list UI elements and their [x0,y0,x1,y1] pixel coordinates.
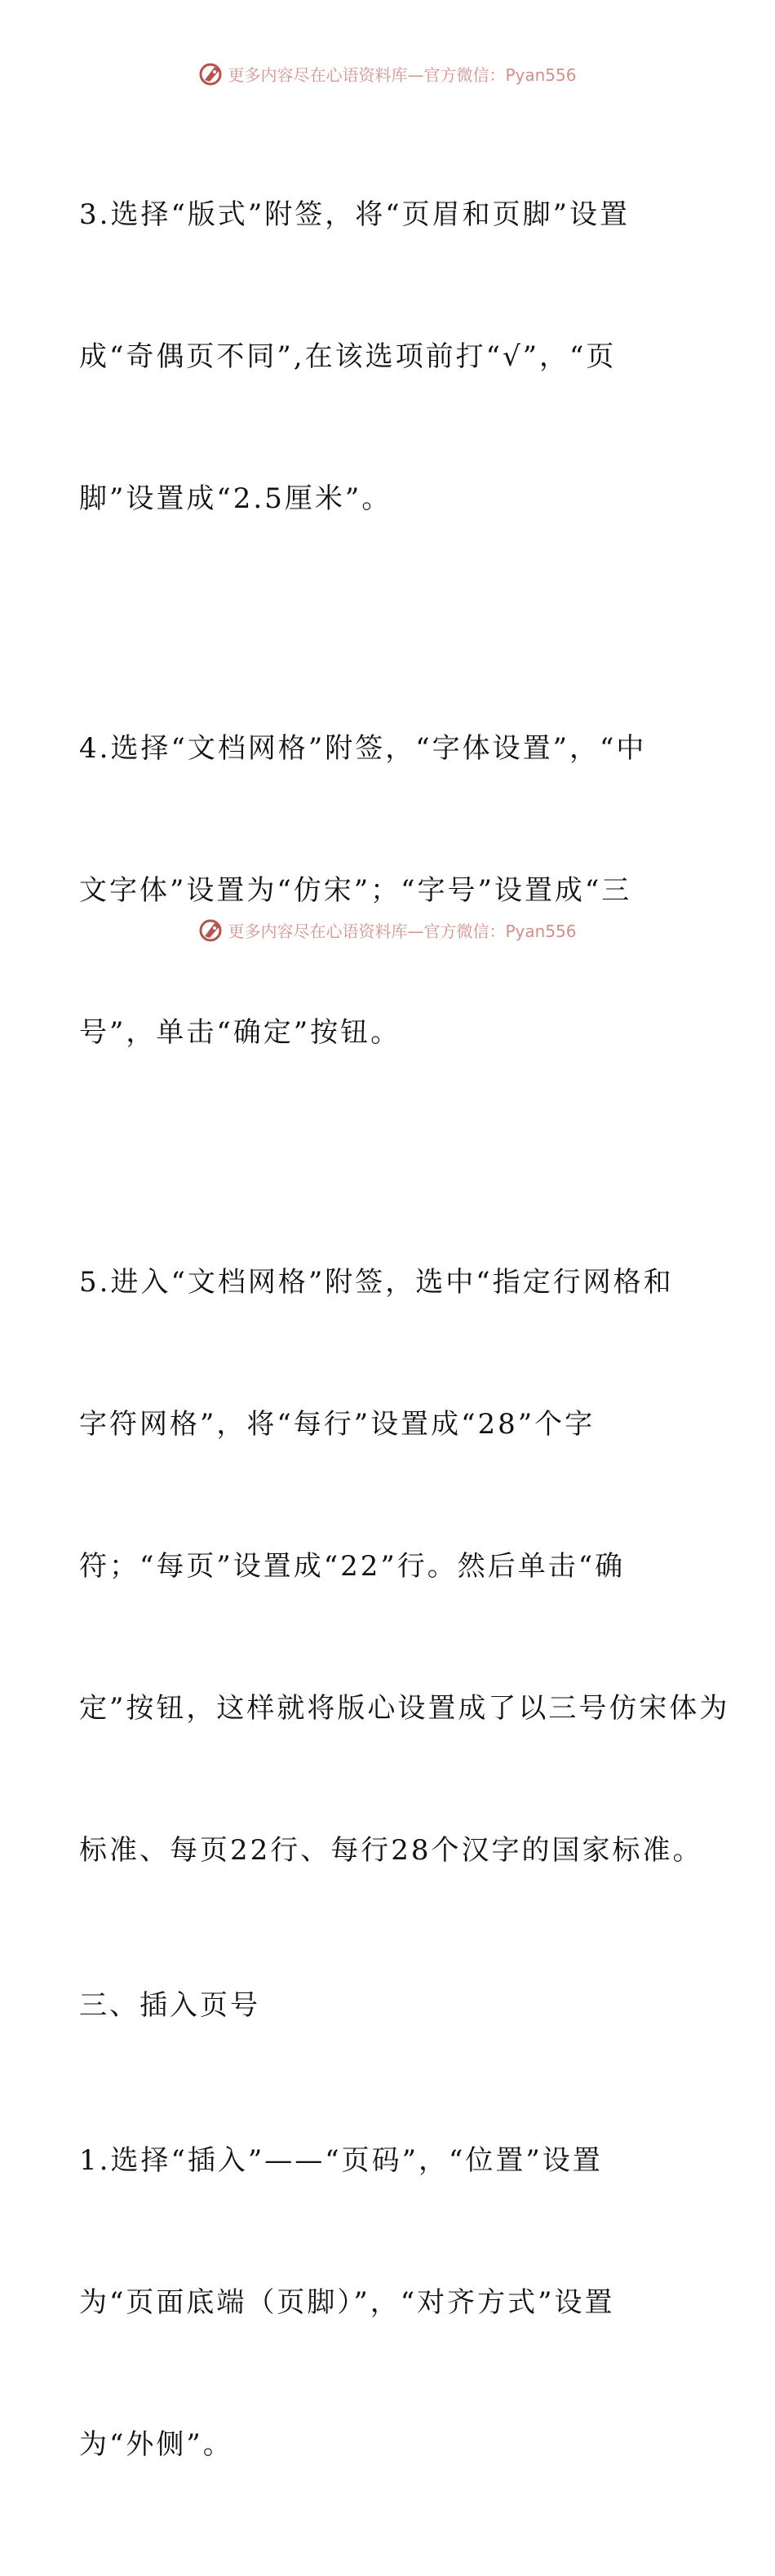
text-line: 3.选择“版式”附签，将“页眉和页脚”设置 [79,198,630,231]
text-line: 为“页面底端（页脚）”，“对齐方式”设置 [79,2286,615,2319]
text-line: 1.选择“插入”——“页码”，“位置”设置 [79,2144,603,2177]
watermark-text: 更多内容尽在心语资料库—官方微信：Pyan556 [228,921,577,941]
watermark-text: 更多内容尽在心语资料库—官方微信：Pyan556 [228,64,577,85]
paragraph-5 [79,1164,730,1969]
text-line: 符；“每页”设置成“22”行。然后单击“确 [79,1550,626,1583]
text-line: 脚”设置成“2.5厘米”。 [79,482,392,515]
section-heading: 三、插入页号 [79,1989,260,2022]
text-line: 标准、每页22行、每行28个汉字的国家标准。 [79,1834,703,1867]
document-body [79,96,730,2576]
paragraph-1-insert-page-number [79,2042,699,2563]
text-line: 为“外侧”。 [79,2428,233,2461]
pen-nib-logo-icon [198,60,224,87]
text-line: 字符网格”，将“每行”设置成“28”个字 [79,1408,596,1441]
text-line: 4.选择“文档网格”附签，“字体设置”，“中 [79,732,647,765]
text-line: 成“奇偶页不同”,在该选项前打“√”，“页 [79,340,617,373]
footer-watermark [0,915,775,944]
text-line: 5.进入“文档网格”附签，选中“指定行网格和 [79,1266,674,1299]
paragraph-4 [79,630,699,1151]
text-line: 号”，单击“确定”按钮。 [79,1016,401,1049]
pen-nib-logo-icon [198,917,224,943]
text-line: 定”按钮，这样就将版心设置成了以三号仿宋体为 [79,1692,730,1725]
header-watermark [0,59,775,88]
paragraph-3 [79,96,699,617]
text-line: 文字体”设置为“仿宋”；“字号”设置成“三 [79,874,632,907]
